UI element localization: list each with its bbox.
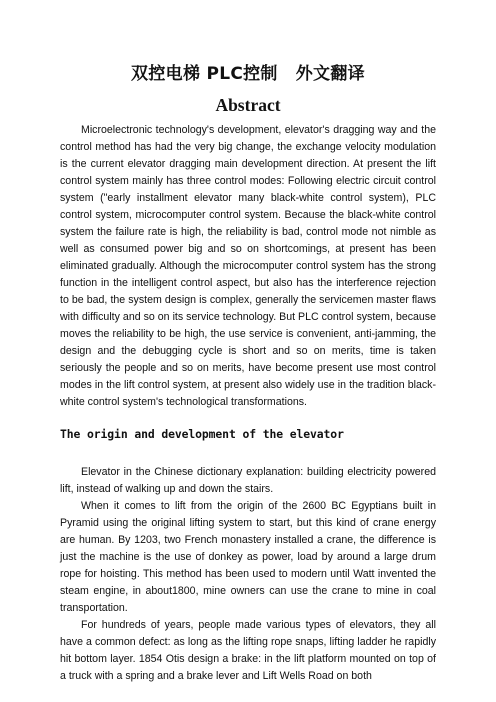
abstract-paragraph: Microelectronic technology's development, elevator's dragging way and the control method has had the very big change, the exchange velocity modulation is the current elevator dragging main development direction. At present the lift control system mainly has three control modes: Following electric circuit control system ("early installment elevator many black-white control system), PLC control system, microcomputer control system. Because the black-white control system the failure rate is high, the reliability is bad, control mode not nimble as well as consumed power big and so on shortcomings, at present has been eliminated gradually. Although the microcomputer control system has the strong function in the intelligent control aspect, but also has the interference rejection to be bad, the system design is complex, generally the servicemen master flaws with difficulty and so on its service technology. But PLC control system, because moves the reliability to be high, the use service is convenient, anti-jamming, the design and the debugging cycle is short and so on merits, time is taken seriously the people and so on merits, have become present use most control modes in the lift control system, at present also widely use in the tradition black-white control system's technological transformations. xyxy=(60,124,436,408)
document-title xyxy=(60,62,436,86)
body-paragraph-2: When it comes to lift from the origin of the 2600 BC Egyptians built in Pyramid using the original lifting system to start, but this kind of crane energy are human. By 1203, two French monastery installed a crane, the difference is just the machine is the use of donkey as power, load by around a large drum rope for hoisting. This method has been used to modern until Watt invented the steam engine, in about1800, mine owners can use the crane to mine in coal transportation. xyxy=(60,500,436,614)
abstract-heading: Abstract xyxy=(215,95,281,115)
body-paragraph-1: Elevator in the Chinese dictionary explanation: building electricity powered lift, instead of walking up and down the stairs. xyxy=(60,466,436,495)
title-part-1: 双控电梯 PLC控制 xyxy=(131,64,278,84)
title-part-2: 外文翻译 xyxy=(295,64,365,84)
section-heading: The origin and development of the elevator xyxy=(60,427,344,441)
body-paragraph-3: For hundreds of years, people made various types of elevators, they all have a common defect: as long as the lifting rope snaps, lifting ladder he rapidly hit bottom layer. 1854 Otis design a brake: in the lift platform mounted on top of a truck with a spring and a brake lever and Lift Wells Road on both xyxy=(60,619,436,682)
